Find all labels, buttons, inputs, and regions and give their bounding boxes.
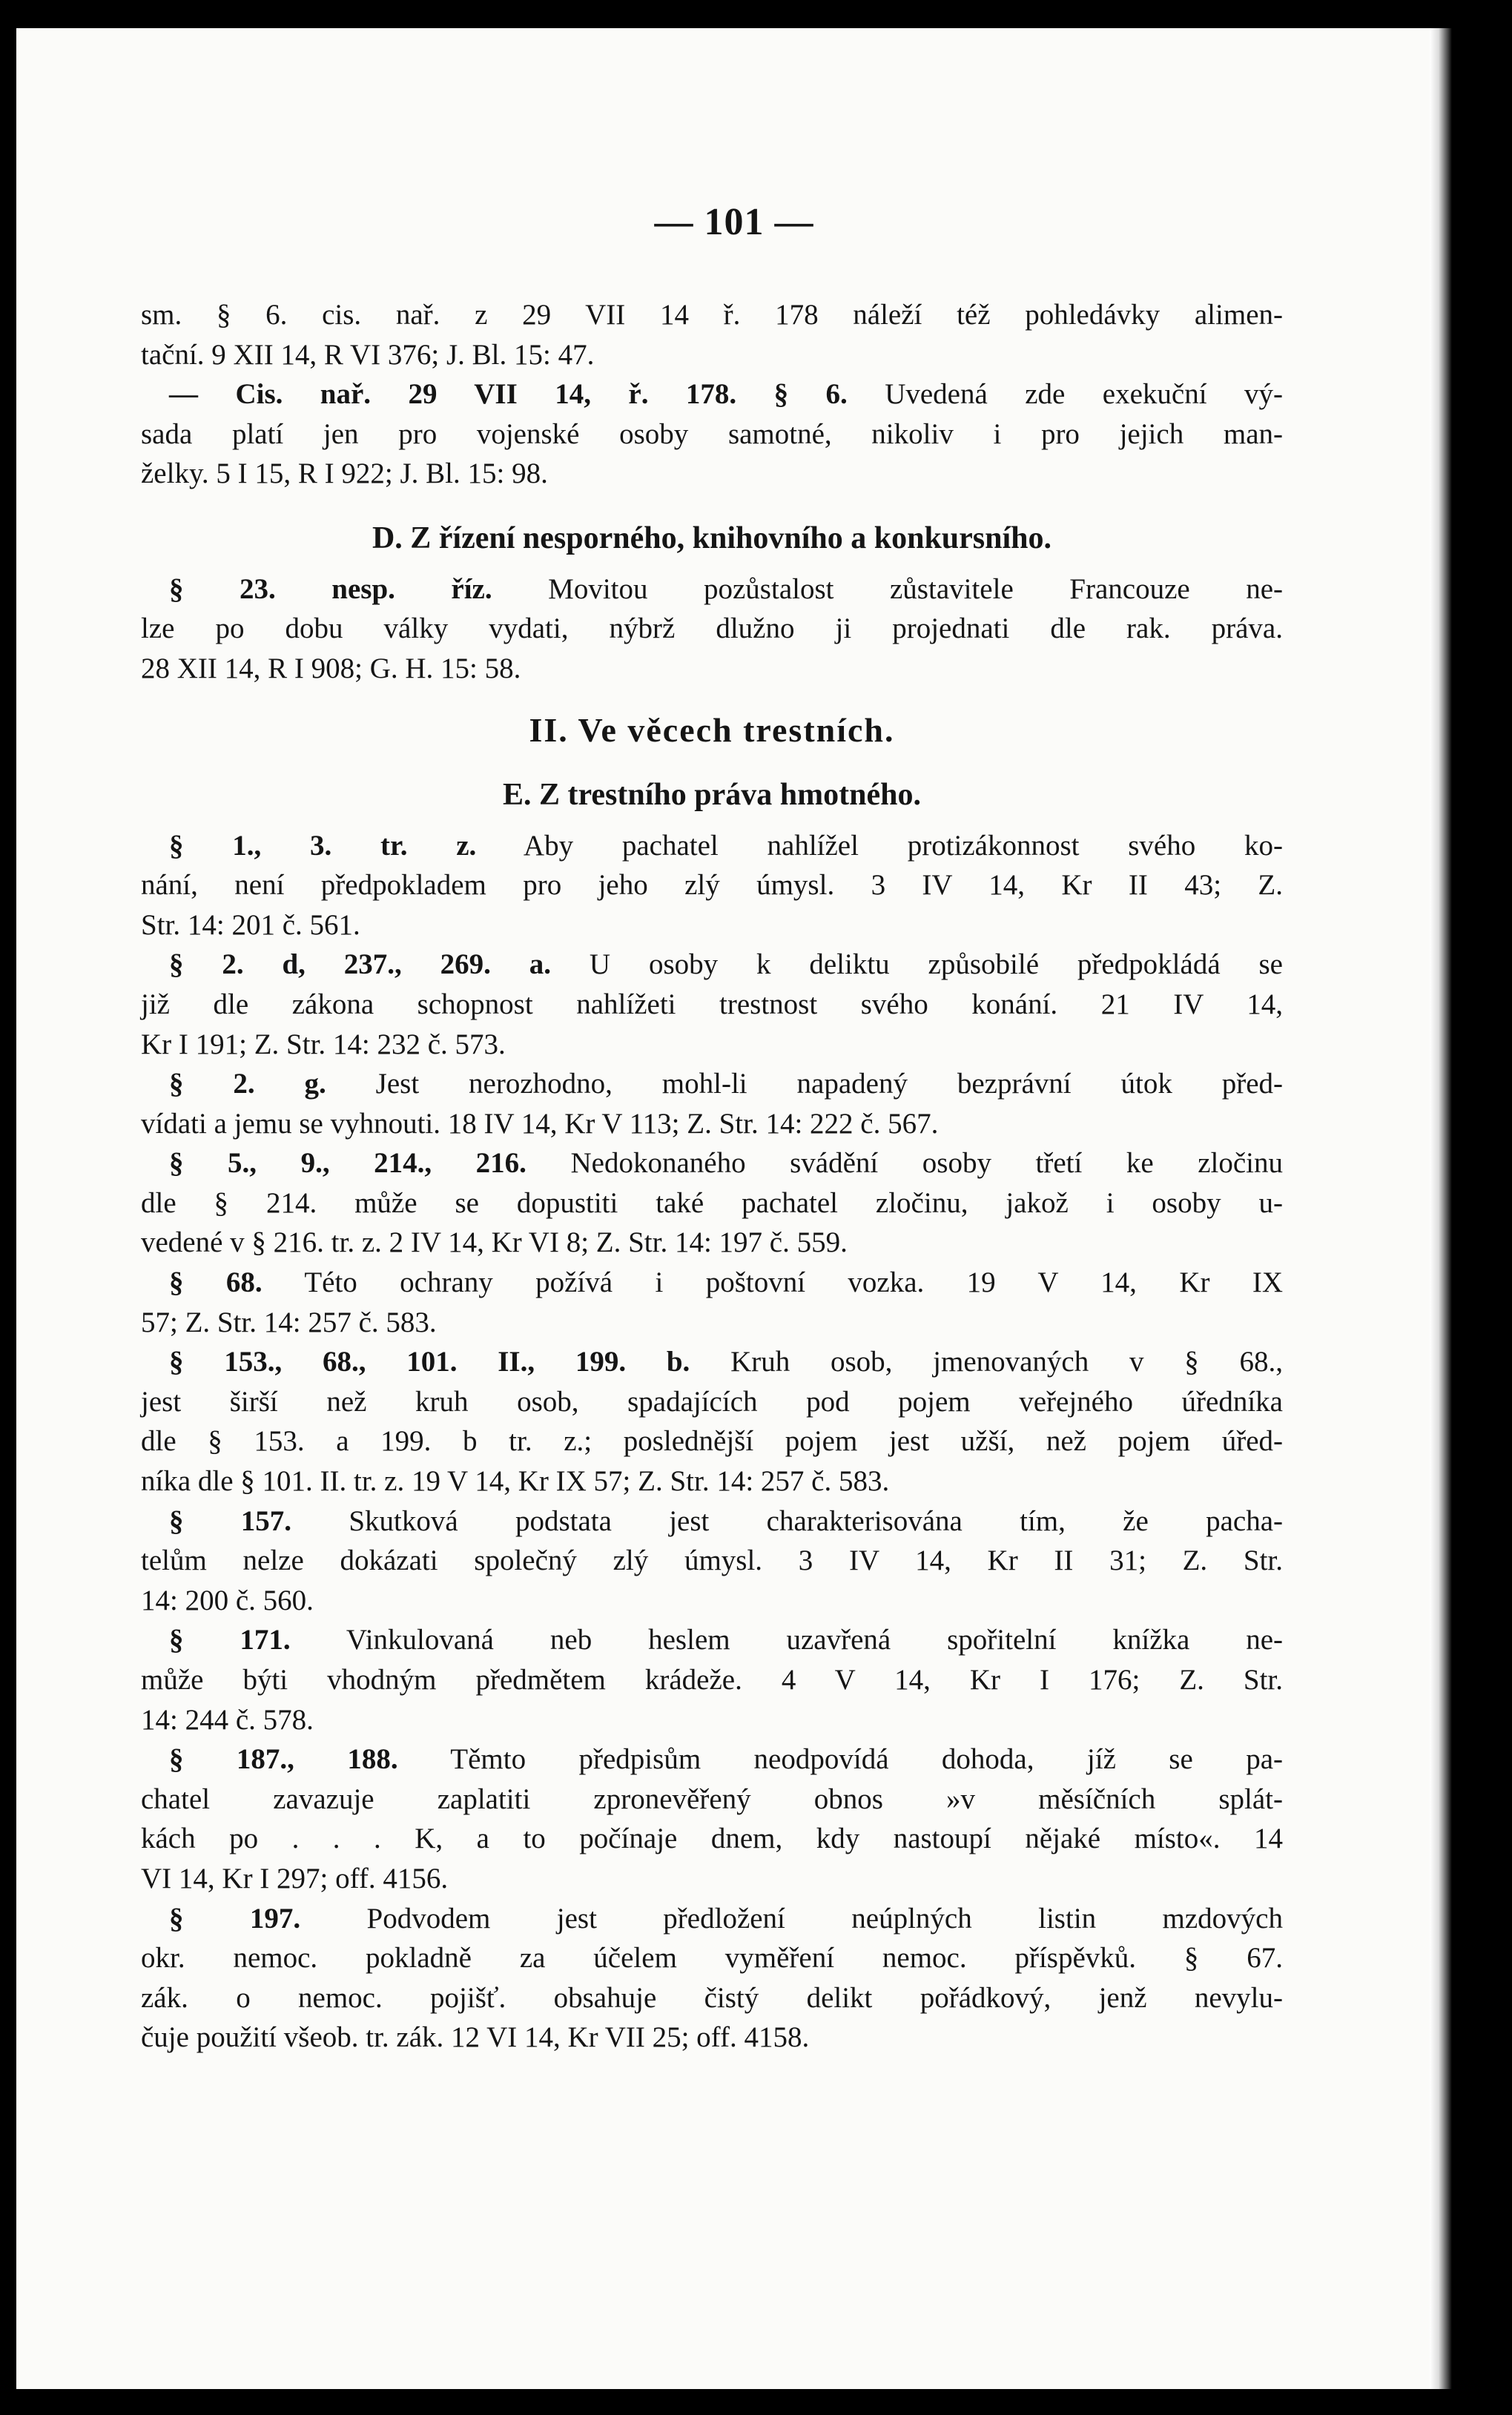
book-page <box>16 28 1452 2389</box>
section-ref: § 153., 68., 101. II., 199. b. <box>169 1346 690 1378</box>
page-edge-shadow <box>1430 28 1452 2389</box>
text-line: Kr I 191; Z. Str. 14: 232 č. 573. <box>141 1028 506 1060</box>
text-line: 14: 200 č. 560. <box>141 1584 314 1616</box>
section-ref: § 68. <box>169 1266 263 1299</box>
text-line: dle § 214. může se dopustiti také pachatel zločinu, jakož i osoby u- <box>141 1186 1283 1219</box>
paragraph-start <box>141 374 1283 414</box>
section-ref: § 2. d, 237., 269. a. <box>169 948 552 981</box>
text-span: Uvedená zde exekuční vý- <box>847 378 1283 411</box>
section-heading-d <box>141 519 1283 559</box>
heading-text: E. Z trestního práva hmotného. <box>503 777 921 812</box>
paragraph-start <box>141 1740 1283 1780</box>
paragraph-start <box>141 945 1283 985</box>
text-line: sada platí jen pro vojenské osoby samotné, nikoliv i pro jejich man- <box>141 417 1283 450</box>
text-line: kách po . . . K, a to počínaje dnem, kdy nastoupí nějaké místo«. 14 <box>141 1823 1283 1855</box>
text-span: Kruh osob, jmenovaných v § 68., <box>690 1346 1284 1378</box>
text-line: níka dle § 101. II. tr. z. 19 V 14, Kr IX 57; Z. Str. 14: 257 č. 583. <box>141 1465 890 1498</box>
text-line: sm. § 6. cis. nař. z 29 VII 14 ř. 178 náleží též pohledávky alimen- <box>141 299 1283 331</box>
text-span: Jest nerozhodno, mohl-li napadený bezprávní útok před- <box>326 1068 1283 1100</box>
section-ref: — Cis. nař. 29 VII 14, ř. 178. § 6. <box>169 378 848 411</box>
text-line: jest širší než kruh osob, spadajících pod pojem veřejného úředníka <box>141 1385 1283 1418</box>
text-span: Skutková podstata jest charakterisována tím, že pacha- <box>291 1504 1283 1537</box>
text-line: VI 14, Kr I 297; off. 4156. <box>141 1862 449 1894</box>
text-span: Aby pachatel nahlížel protizákonnost svého ko- <box>476 829 1283 862</box>
paragraph-start <box>141 1620 1283 1660</box>
text-line: chatel zavazuje zaplatiti zpronevěřený obnos »v měsíčních splát- <box>141 1783 1283 1815</box>
text-line: zák. o nemoc. pojišť. obsahuje čistý delikt pořádkový, jenž nevylu- <box>141 1981 1283 2014</box>
section-heading-e <box>141 776 1283 816</box>
text-span: Nedokonaného svádění osoby třetí ke zločinu <box>526 1147 1284 1180</box>
text-span: Vinkulovaná neb heslem uzavřená spořitelní knížka ne- <box>290 1624 1284 1656</box>
page-number: — 101 — <box>654 201 814 243</box>
text-span: Movitou pozůstalost zůstavitele Francouze ne- <box>492 572 1283 605</box>
paragraph-start <box>141 1143 1283 1183</box>
section-ref: § 187., 188. <box>169 1743 398 1776</box>
text-line: vedené v § 216. tr. z. 2 IV 14, Kr VI 8; Z. Str. 14: 197 č. 559. <box>141 1226 848 1259</box>
text-line: čuje použití všeob. tr. zák. 12 VI 14, Kr VII 25; off. 4158. <box>141 2021 810 2054</box>
text-line: již dle zákona schopnost nahlížeti trestnost svého konání. 21 IV 14, <box>141 988 1283 1020</box>
text-line: může býti vhodným předmětem krádeže. 4 V 14, Kr I 176; Z. Str. <box>141 1664 1283 1696</box>
section-ref: § 5., 9., 214., 216. <box>169 1147 526 1180</box>
paragraph-start <box>141 1064 1283 1104</box>
main-heading-ii <box>141 710 1283 750</box>
paragraph-start <box>141 1342 1283 1382</box>
text-line: telům nelze dokázati společný zlý úmysl. 3 IV 14, Kr II 31; Z. Str. <box>141 1545 1283 1577</box>
text-line: 14: 244 č. 578. <box>141 1703 314 1736</box>
section-ref: § 157. <box>169 1504 292 1537</box>
paragraph-start <box>141 826 1283 866</box>
section-ref: § 197. <box>169 1902 301 1935</box>
heading-text: D. Z řízení nesporného, knihovního a konkursního. <box>372 521 1052 555</box>
text-line: tační. 9 XII 14, R VI 376; J. Bl. 15: 47. <box>141 338 595 371</box>
section-ref: § 23. nesp. říz. <box>169 572 492 605</box>
section-ref: § 2. g. <box>169 1068 326 1100</box>
text-span: Této ochrany požívá i poštovní vozka. 19 V 14, Kr IX <box>262 1266 1283 1299</box>
text-span: Podvodem jest předložení neúplných listin mzdových <box>300 1902 1283 1935</box>
text-span: Těmto předpisům neodpovídá dohoda, jíž se pa- <box>397 1743 1283 1776</box>
section-ref: § 171. <box>169 1624 291 1656</box>
paragraph-start <box>141 1263 1283 1303</box>
text-line: dle § 153. a 199. b tr. z.; poslednější pojem jest užší, než pojem úřed- <box>141 1425 1283 1458</box>
text-line: 28 XII 14, R I 908; G. H. 15: 58. <box>141 652 521 684</box>
paragraph-start <box>141 1501 1283 1542</box>
text-line: Str. 14: 201 č. 561. <box>141 908 360 941</box>
text-span: U osoby k deliktu způsobilé předpokládá se <box>551 948 1283 981</box>
page-body <box>141 295 1283 2058</box>
text-line: nání, není předpokladem pro jeho zlý úmysl. 3 IV 14, Kr II 43; Z. <box>141 869 1283 902</box>
text-line: 57; Z. Str. 14: 257 č. 583. <box>141 1306 437 1338</box>
paragraph-start <box>141 1899 1283 1939</box>
text-line: želky. 5 I 15, R I 922; J. Bl. 15: 98. <box>141 457 548 490</box>
paragraph-start <box>141 569 1283 609</box>
section-ref: § 1., 3. tr. z. <box>169 829 477 862</box>
text-line: lze po dobu války vydati, nýbrž dlužno ji projednati dle rak. práva. <box>141 612 1283 645</box>
text-line: vídati a jemu se vyhnouti. 18 IV 14, Kr V 113; Z. Str. 14: 222 č. 567. <box>141 1107 939 1140</box>
heading-text: II. Ve věcech trestních. <box>529 711 895 750</box>
text-line: okr. nemoc. pokladně za účelem vyměření nemoc. příspěvků. § 67. <box>141 1942 1283 1975</box>
